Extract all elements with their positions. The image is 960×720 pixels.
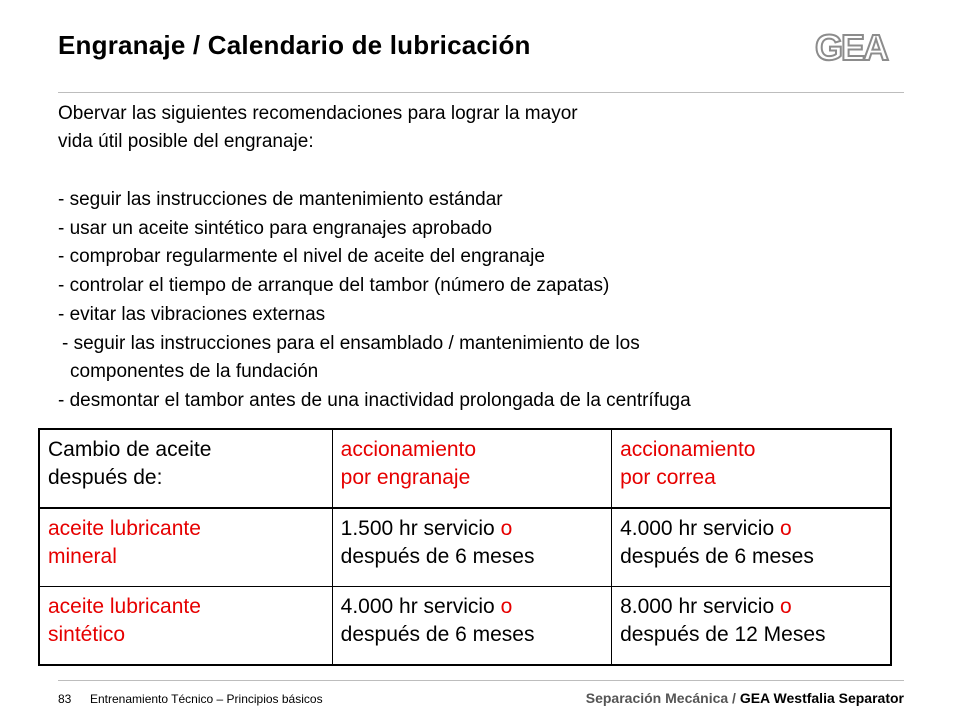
cell-gear-interval: 1.500 hr servicio o después de 6 meses [332, 508, 611, 586]
footer-divider [58, 680, 904, 681]
list-item-continuation: componentes de la fundación [70, 361, 319, 383]
oil-change-table [38, 428, 892, 666]
intro-text [58, 100, 888, 156]
header-divider [58, 92, 904, 93]
row-label-mineral: aceite lubricante mineral [39, 508, 332, 586]
intro-line: vida útil posible del engranaje: [58, 131, 314, 152]
table-header-row [39, 429, 891, 508]
footer-separator: / [732, 690, 736, 706]
company-footer [586, 690, 904, 706]
row-label-synthetic: aceite lubricante sintético [39, 587, 332, 665]
list-item: - comprobar regularmente el nivel de aceite del engranaje [58, 246, 545, 268]
page-number: 83 [58, 692, 72, 706]
list-item: - evitar las vibraciones externas [58, 303, 326, 325]
header-cell-belt-drive: accionamiento por correa [612, 429, 891, 508]
page-title: Engranaje / Calendario de lubricación [58, 30, 531, 60]
course-name: Entrenamiento Técnico – Principios básicos [90, 692, 323, 706]
intro-line: Obervar las siguientes recomendaciones para lograr la mayor [58, 103, 578, 124]
recommendation-list [58, 186, 898, 416]
list-item: - usar un aceite sintético para engranajes aprobado [58, 217, 493, 239]
table-row [39, 508, 891, 586]
company-name: GEA Westfalia Separator [739, 690, 904, 706]
header-cell-oil-change: Cambio de aceite después de: [39, 429, 332, 508]
cell-gear-interval: 4.000 hr servicio o después de 6 meses [332, 587, 611, 665]
gea-logo [798, 28, 904, 66]
table-row [39, 587, 891, 665]
list-item: - seguir las instrucciones para el ensamblado / mantenimiento de los [62, 332, 640, 354]
cell-belt-interval: 8.000 hr servicio o después de 12 Meses [620, 595, 826, 647]
logo-text: GEA [814, 28, 888, 66]
cell-belt-interval: 4.000 hr servicio o después de 6 meses [612, 508, 891, 586]
list-item: - desmontar el tambor antes de una inactividad prolongada de la centrífuga [58, 389, 691, 411]
header-cell-gear-drive: accionamiento por engranaje [332, 429, 611, 508]
list-item: - controlar el tiempo de arranque del tambor (número de zapatas) [58, 275, 610, 297]
division-name: Separación Mecánica [585, 690, 729, 706]
list-item: - seguir las instrucciones de mantenimiento estándar [58, 189, 503, 210]
